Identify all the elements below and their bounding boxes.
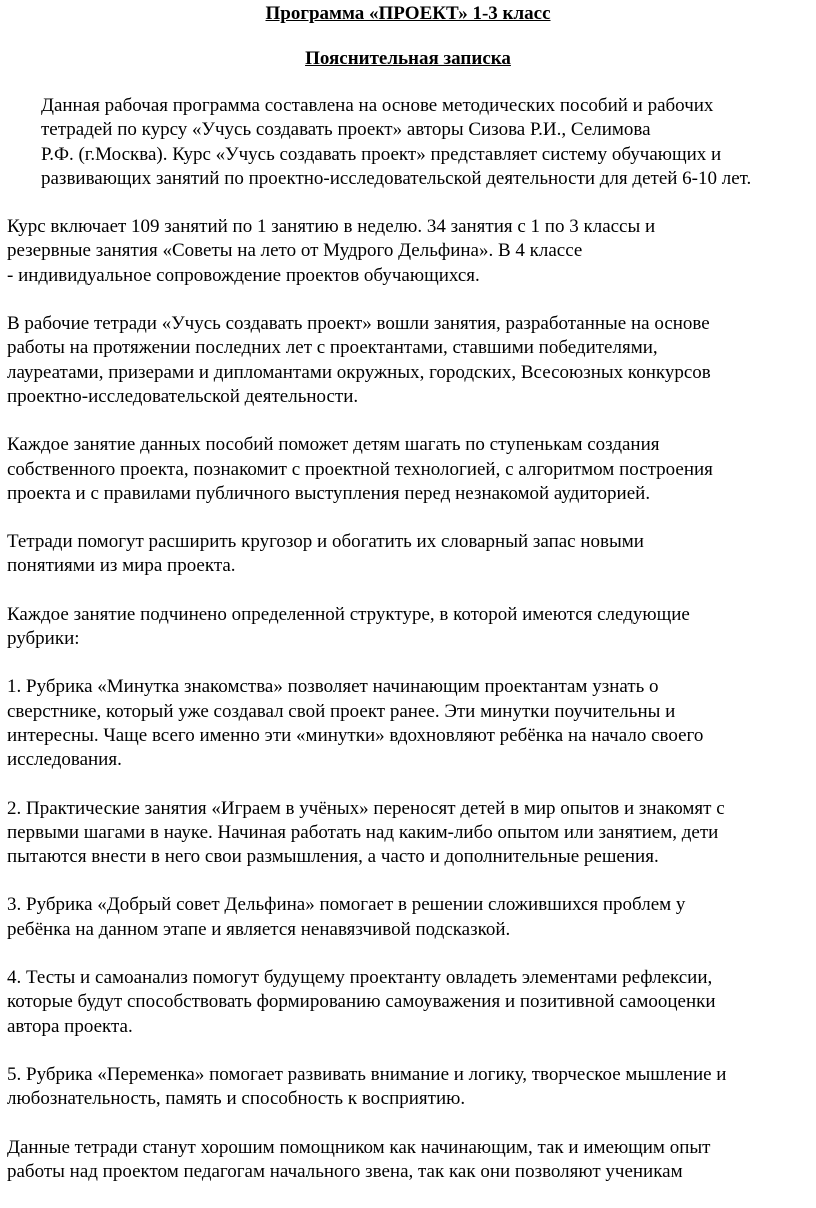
paragraph-4: [7, 433, 807, 506]
paragraph-9: [7, 893, 807, 942]
text-line: рубрики:: [7, 628, 80, 650]
text-line: понятиями из мира проекта.: [7, 555, 236, 577]
text-line: 1. Рубрика «Минутка знакомства» позволяет начинающим проектантам узнать о: [7, 676, 659, 698]
text-line: 2. Практические занятия «Играем в учёных» переносят детей в мир опытов и знакомят с: [7, 797, 725, 819]
text-line: Тетради помогут расширить кругозор и обогатить их словарный запас новыми: [7, 531, 644, 553]
text-line: Р.Ф. (г.Москва). Курс «Учусь создавать проект» представляет систему обучающих и: [41, 143, 722, 165]
paragraph-1: [7, 94, 807, 191]
text-line: Курс включает 109 занятий по 1 занятию в неделю. 34 занятия с 1 по 3 классы и: [7, 216, 656, 238]
text-line: 5. Рубрика «Переменка» помогает развивать внимание и логику, творческое мышление и: [7, 1063, 727, 1085]
text-line: интересны. Чаще всего именно эти «минутки» вдохновляют ребёнка на начало своего: [7, 724, 704, 746]
text-line: первыми шагами в науке. Начиная работать над каким-либо опытом или занятием, дети: [7, 821, 719, 843]
paragraph-2: [7, 215, 807, 288]
page-title: Программа «ПРОЕКТ» 1-3 класс: [265, 3, 551, 24]
text-line: пытаются внести в него свои размышления, а часто и дополнительные решения.: [7, 846, 659, 868]
text-line: В рабочие тетради «Учусь создавать проект» вошли занятия, разработанные на основе: [7, 313, 710, 335]
text-line: работы над проектом педагогам начального звена, так как они позволяют ученикам: [7, 1160, 683, 1182]
text-line: Каждое занятие подчинено определенной структуре, в которой имеются следующие: [7, 603, 690, 625]
text-line: ребёнка на данном этапе и является ненавязчивой подсказкой.: [7, 918, 511, 940]
text-line: Каждое занятие данных пособий поможет детям шагать по ступенькам создания: [7, 434, 660, 456]
text-line: проектно-исследовательской деятельности.: [7, 385, 359, 407]
text-line: лауреатами, призерами и дипломантами окружных, городских, Всесоюзных конкурсов: [7, 361, 711, 383]
paragraph-8: [7, 797, 807, 870]
text-line: Данные тетради станут хорошим помощником как начинающим, так и имеющим опыт: [7, 1136, 711, 1158]
text-line: развивающих занятий по проектно-исследовательской деятельности для детей 6-10 лет.: [41, 167, 752, 189]
paragraph-3: [7, 312, 807, 409]
text-line: любознательность, память и способность к восприятию.: [7, 1088, 466, 1110]
paragraph-7: [7, 675, 807, 772]
paragraph-5: [7, 530, 807, 579]
page-subtitle: Пояснительная записка: [305, 48, 511, 69]
text-line: резервные занятия «Советы на лето от Мудрого Дельфина». В 4 классе: [7, 240, 583, 262]
text-line: собственного проекта, познакомит с проектной технологией, с алгоритмом построения: [7, 458, 713, 480]
document-body: [7, 94, 807, 1208]
text-line: - индивидуальное сопровождение проектов обучающихся.: [7, 264, 480, 286]
text-line: сверстнике, который уже создавал свой проект ранее. Эти минутки поучительны и: [7, 700, 676, 722]
text-line: Данная рабочая программа составлена на основе методических пособий и рабочих: [41, 95, 714, 116]
text-line: работы на протяжении последних лет с проектантами, ставшими победителями,: [7, 337, 658, 359]
text-line: 3. Рубрика «Добрый совет Дельфина» помогает в решении сложившихся проблем у: [7, 894, 686, 916]
paragraph-12: [7, 1136, 807, 1185]
text-line: проекта и с правилами публичного выступления перед незнакомой аудиторией.: [7, 482, 651, 504]
paragraph-6: [7, 603, 807, 652]
text-line: исследования.: [7, 749, 122, 771]
paragraph-11: [7, 1063, 807, 1112]
text-line: которые будут способствовать формированию самоуважения и позитивной самооценки: [7, 991, 716, 1013]
text-line: автора проекта.: [7, 1015, 133, 1037]
paragraph-10: [7, 966, 807, 1039]
text-line: тетрадей по курсу «Учусь создавать проект» авторы Сизова Р.И., Селимова: [41, 119, 651, 141]
text-line: 4. Тесты и самоанализ помогут будущему проектанту овладеть элементами рефлексии,: [7, 967, 713, 989]
